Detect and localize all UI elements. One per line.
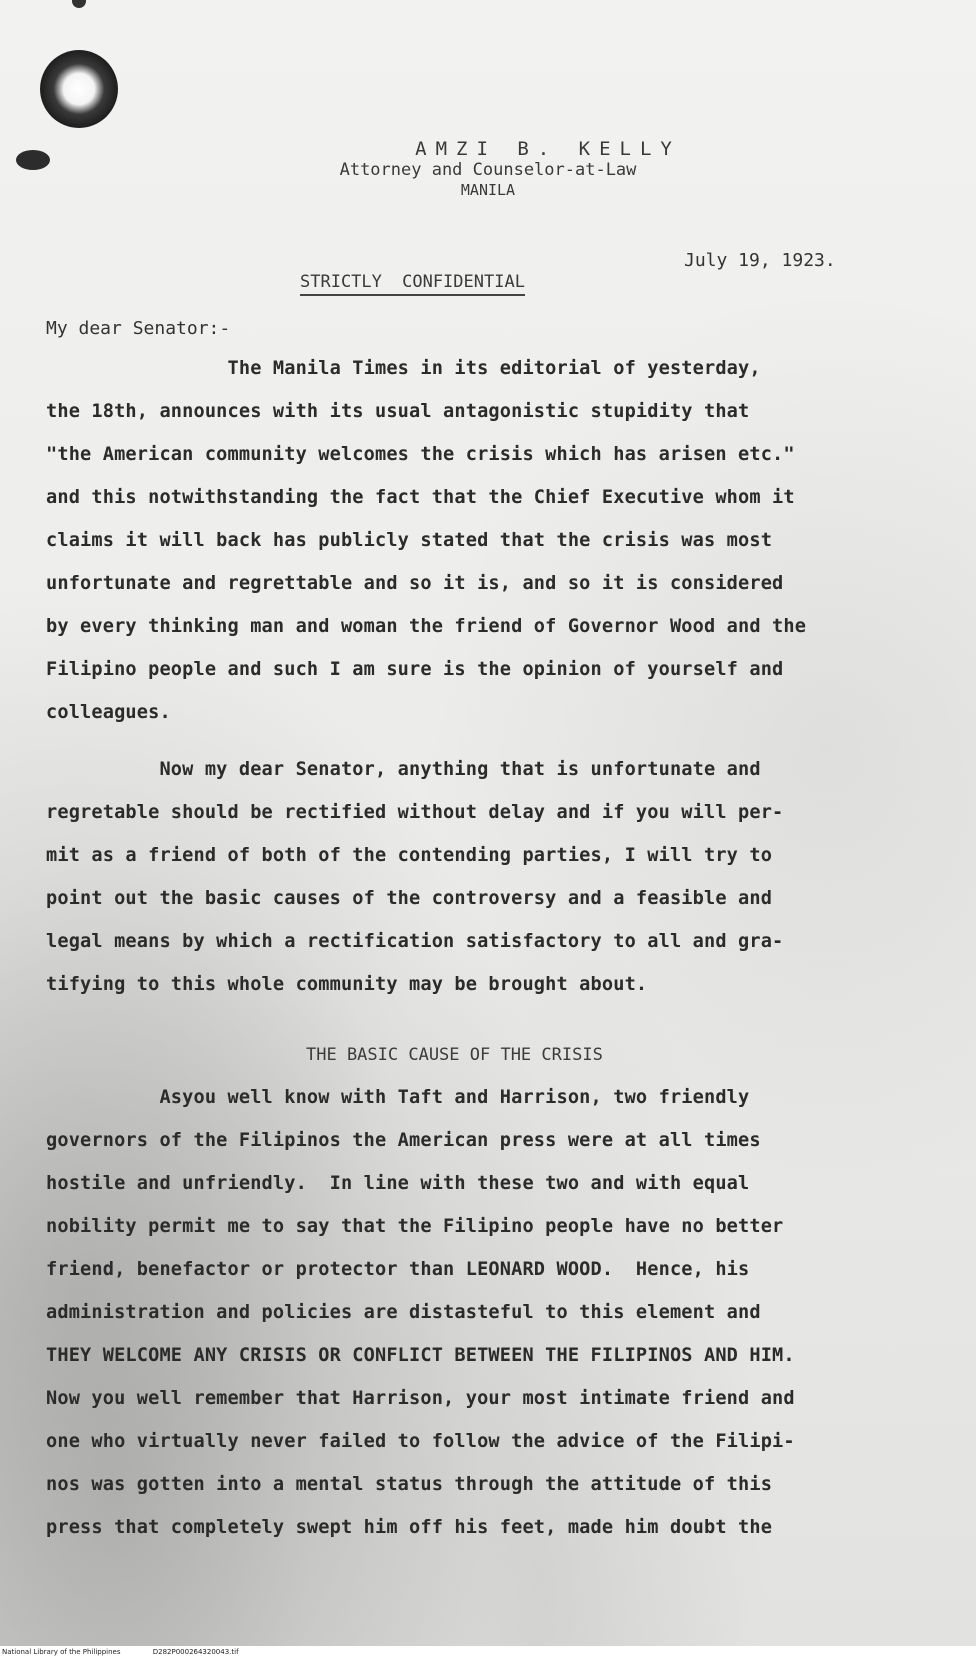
text-line: "the American community welcomes the crisis which has arisen etc." [46,444,795,465]
text-line: Now you well remember that Harrison, your most intimate friend and [46,1388,795,1409]
text-line: nos was gotten into a mental status through the attitude of this [46,1474,773,1495]
punch-hole-stain [40,50,118,128]
footer-library: National Library of the Philippines [2,1648,121,1656]
text-line: administration and policies are distasteful to this element and [46,1302,761,1323]
scan-footer [0,1646,976,1658]
text-line: by every thinking man and woman the friend of Governor Wood and the [46,616,807,637]
salutation: My dear Senator:- [46,318,231,339]
text-line: claims it will back has publicly stated that the crisis was most [46,530,773,551]
letterhead-title: Attorney and Counselor-at-Law [339,160,637,180]
text-line: friend, benefactor or protector than LEONARD WOOD. Hence, his [46,1259,750,1280]
text-line: Now my dear Senator, anything that is unfortunate and [46,759,761,780]
text-line: unfortunate and regrettable and so it is, and so it is considered [46,573,784,594]
section-heading: THE BASIC CAUSE OF THE CRISIS [306,1045,603,1065]
paper-mark [72,0,86,8]
footer-file-id: D282P000264320043.tif [152,1648,239,1656]
letterhead-name: AMZI B. KELLY [415,138,681,160]
text-line: press that completely swept him off his feet, made him doubt the [46,1517,773,1538]
text-line: Asyou well know with Taft and Harrison, two friendly [46,1087,750,1108]
text-line: Filipino people and such I am sure is the opinion of yourself and [46,659,784,680]
text-line: colleagues. [46,702,171,723]
text-line: the 18th, announces with its usual antagonistic stupidity that [46,401,750,422]
text-line: governors of the Filipinos the American press were at all times [46,1130,761,1151]
text-line: tifying to this whole community may be brought about. [46,974,648,995]
text-line: regretable should be rectified without delay and if you will per- [46,802,784,823]
text-line: hostile and unfriendly. In line with these two and with equal [46,1173,750,1194]
text-line: THEY WELCOME ANY CRISIS OR CONFLICT BETWEEN THE FILIPINOS AND HIM. [46,1345,795,1366]
text-line: point out the basic causes of the controversy and a feasible and [46,888,773,909]
text-line: legal means by which a rectification satisfactory to all and gra- [46,931,784,952]
letter-date: July 19, 1923. [684,250,836,271]
confidential-heading: STRICTLY CONFIDENTIAL [300,272,525,296]
text-line: one who virtually never failed to follow the advice of the Filipi- [46,1431,795,1452]
text-line: and this notwithstanding the fact that the Chief Executive whom it [46,487,795,508]
text-line: nobility permit me to say that the Filipino people have no better [46,1216,784,1237]
text-line: mit as a friend of both of the contending parties, I will try to [46,845,773,866]
letterhead-city: MANILA [460,181,516,199]
text-line: The Manila Times in its editorial of yesterday, [46,358,761,379]
